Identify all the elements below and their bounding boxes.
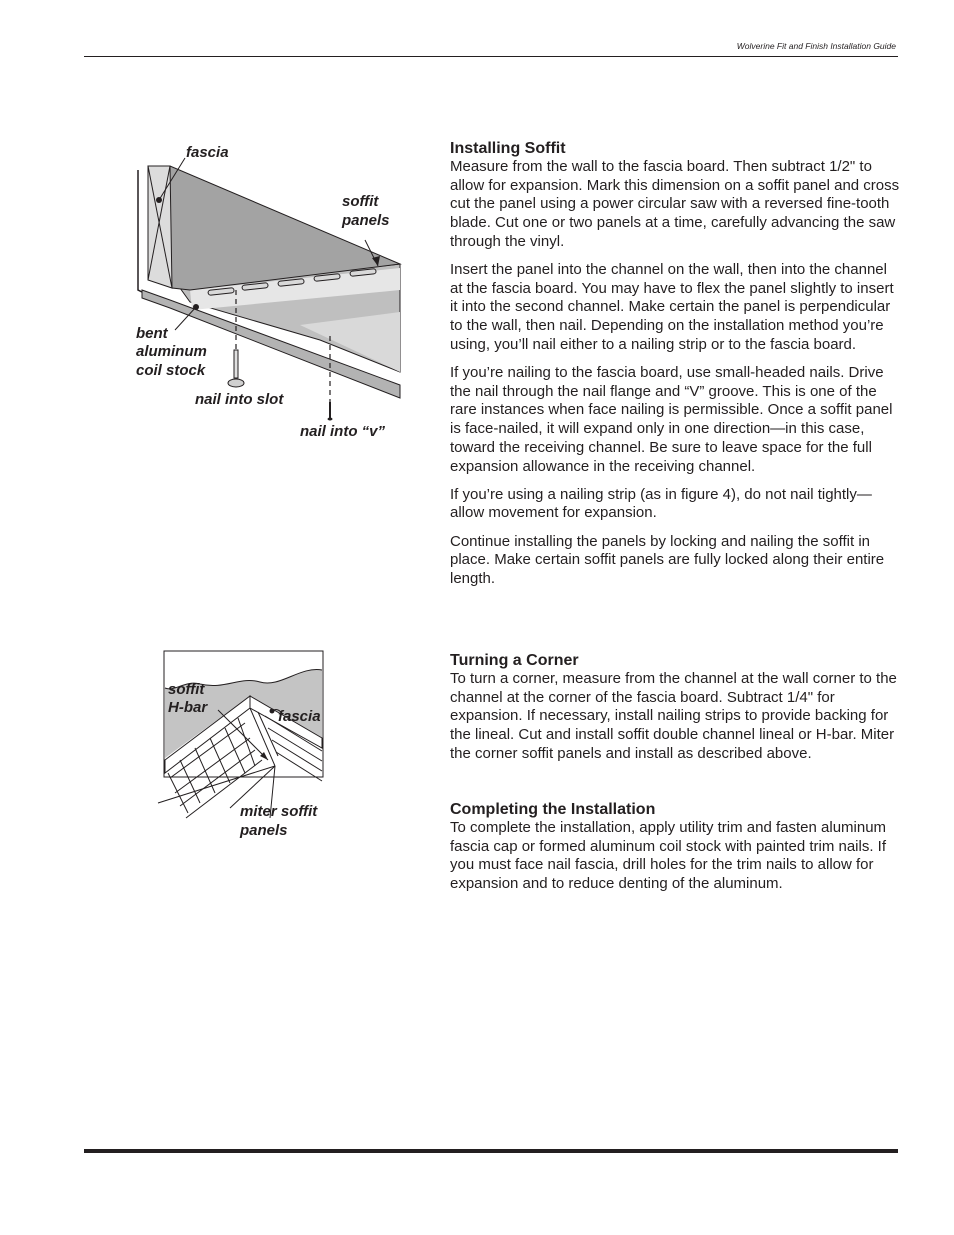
installing-soffit-section [450, 139, 900, 598]
bent-coil-label-line2: aluminum [136, 343, 207, 360]
installing-paragraph-5: Continue installing the panels by locking and nailing the soffit in place. Make certain soffit panels are fully locked along their entire length. [450, 532, 885, 588]
completing-installation-heading: Completing the Installation [450, 801, 656, 818]
completing-paragraph-1: To complete the installation, apply utility trim and fasten aluminum fascia cap or formed aluminum coil stock with painted trim nails. If you must face nail fascia, drill holes for the trim nails to allow for expansion and to reduce denting of the aluminum. [450, 819, 887, 893]
fascia-label: fascia [186, 144, 229, 161]
soffit-hbar-label-line2: H-bar [168, 699, 208, 716]
installing-paragraph-3: If you’re nailing to the fascia board, use small-headed nails. Drive the nail through the nail flange and “V” groove. This is one of the rare instances when face nailing is permissible. Once a soffit panel is face-nailed, it will expand only in one direction—in this case, toward the receiving channel. Be sure to leave space for the full expansion allowance in the receiving channel. [450, 364, 893, 475]
corner-paragraph-1: To turn a corner, measure from the channel at the wall corner to the channel at the corner of the fascia board. Subtract 1/4" for expansion. If necessary, install nailing strips to provide backing for the lineal. Cut and install soffit double channel lineal or H-bar. Miter the corner soffit panels and install as described above. [450, 670, 897, 762]
nail-into-v-label: nail into “v” [300, 423, 386, 440]
soffit-panels-label-line1: soffit [342, 193, 379, 210]
miter-soffit-label-line2: panels [240, 822, 288, 839]
miter-soffit-label-line1: miter soffit [240, 803, 318, 820]
turning-corner-section [450, 651, 900, 773]
nail-into-slot-label: nail into slot [195, 391, 284, 408]
header-rule [84, 56, 898, 57]
installing-paragraph-1: Measure from the wall to the fascia board. Then subtract 1/2" to allow for expansion. Mark this dimension on a soffit panel and cross cut the panel using a power circular saw with a reversed fine-tooth blade. Cut one or two panels at a time, carefully advancing the saw through the vinyl. [450, 158, 900, 250]
completing-installation-section [450, 800, 900, 903]
installing-soffit-heading: Installing Soffit [450, 140, 566, 157]
bent-coil-label-line3: coil stock [136, 362, 206, 379]
soffit-installation-figure [130, 140, 420, 450]
bent-coil-label-line1: bent [136, 325, 168, 342]
installing-paragraph-4: If you’re using a nailing strip (as in figure 4), do not nail tightly—allow movement for expansion. [450, 485, 872, 522]
turning-corner-heading: Turning a Corner [450, 652, 579, 669]
installing-paragraph-2: Insert the panel into the channel on the wall, then into the channel at the fascia board. You may have to flex the panel slightly to insert it into the second channel. Make certain the panel is perpendicular to the wall, then nail. Depending on the installation method you’re using, you’ll nail either to a nailing strip or to the fascia board. [450, 261, 894, 353]
corner-figure [150, 648, 340, 848]
footer-rule [84, 1149, 898, 1153]
soffit-panels-label-line2: panels [342, 212, 390, 229]
corner-fascia-label: fascia [278, 708, 321, 725]
running-header: Wolverine Fit and Finish Installation Guide [736, 41, 896, 51]
soffit-hbar-label-line1: soffit [168, 681, 205, 698]
